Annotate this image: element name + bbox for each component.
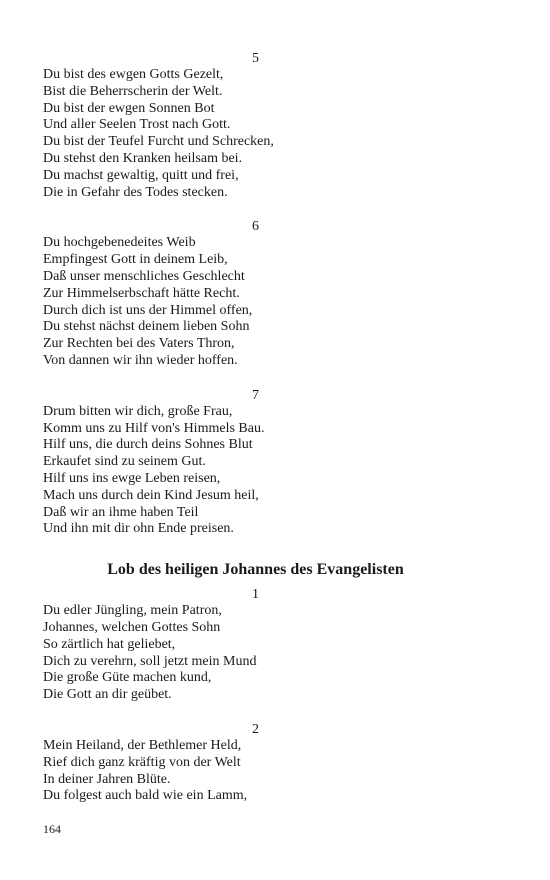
stanza-1 — [43, 586, 468, 704]
verse-line: Du stehst nächst deinem lieben Sohn — [43, 319, 250, 335]
section-title: Lob des heiligen Johannes des Evangelisten — [107, 561, 404, 579]
verse-line: Rief dich ganz kräftig von der Welt — [43, 754, 241, 770]
verse-line: So zärtlich hat geliebet, — [43, 636, 176, 652]
poem-page — [43, 50, 468, 822]
verse-line: Die in Gefahr des Todes stecken. — [43, 184, 228, 200]
verse-line: Du folgest auch bald wie ein Lamm, — [43, 788, 248, 804]
stanza-number: 7 — [252, 387, 259, 403]
verse-line: Hilf uns, die durch deins Sohnes Blut — [43, 437, 253, 453]
verse-line: Empfingest Gott in deinem Leib, — [43, 252, 228, 268]
verse-line: Komm uns zu Hilf von's Himmels Bau. — [43, 420, 265, 436]
verse-line: Und aller Seelen Trost nach Gott. — [43, 117, 231, 133]
verse-line: Du machst gewaltig, quitt und frei, — [43, 167, 239, 183]
verse-line: Durch dich ist uns der Himmel offen, — [43, 302, 253, 318]
verse-line: Du bist des ewgen Gotts Gezelt, — [43, 67, 224, 82]
stanza-2 — [43, 721, 468, 805]
verse-line: Von dannen wir ihn wieder hoffen. — [43, 352, 238, 368]
verse-line: Drum bitten wir dich, große Frau, — [43, 403, 233, 419]
verse-line: Bist die Beherrscherin der Welt. — [43, 83, 223, 99]
stanza-number: 6 — [252, 219, 259, 235]
stanza-6 — [43, 218, 468, 369]
stanza-number: 1 — [252, 587, 259, 603]
verse-line: In deiner Jahren Blüte. — [43, 771, 171, 787]
verse-line: Zur Rechten bei des Vaters Thron, — [43, 336, 235, 352]
verse-line: Dich zu verehrn, soll jetzt mein Mund — [43, 653, 257, 669]
verse-line: Du bist der ewgen Sonnen Bot — [43, 100, 215, 116]
verse-line: Zur Himmelserbschaft hätte Recht. — [43, 285, 240, 301]
verse-line: Daß wir an ihme haben Teil — [43, 504, 199, 520]
verse-line: Mach uns durch dein Kind Jesum heil, — [43, 487, 259, 503]
verse-line: Die große Güte machen kund, — [43, 670, 212, 686]
verse-line: Daß unser menschliches Geschlecht — [43, 268, 245, 284]
verse-line: Hilf uns ins ewge Leben reisen, — [43, 470, 221, 486]
stanza-5 — [43, 50, 468, 201]
verse-line: Du hochgebenedeites Weib — [43, 235, 196, 251]
page-number: 164 — [43, 822, 61, 836]
verse-line: Du bist der Teufel Furcht und Schrecken, — [43, 134, 274, 150]
verse-line: Du edler Jüngling, mein Patron, — [43, 603, 222, 619]
stanza-number: 2 — [252, 721, 259, 737]
verse-line: Und ihn mit dir ohn Ende preisen. — [43, 521, 234, 537]
stanza-7 — [43, 387, 468, 538]
verse-line: Mein Heiland, der Bethlemer Held, — [43, 737, 242, 753]
verse-line: Die Gott an dir geübet. — [43, 687, 172, 703]
verse-line: Erkaufet sind zu seinem Gut. — [43, 454, 206, 470]
verse-line: Du stehst den Kranken heilsam bei. — [43, 150, 243, 166]
stanza-number: 5 — [252, 51, 259, 66]
verse-line: Johannes, welchen Gottes Sohn — [43, 619, 221, 635]
